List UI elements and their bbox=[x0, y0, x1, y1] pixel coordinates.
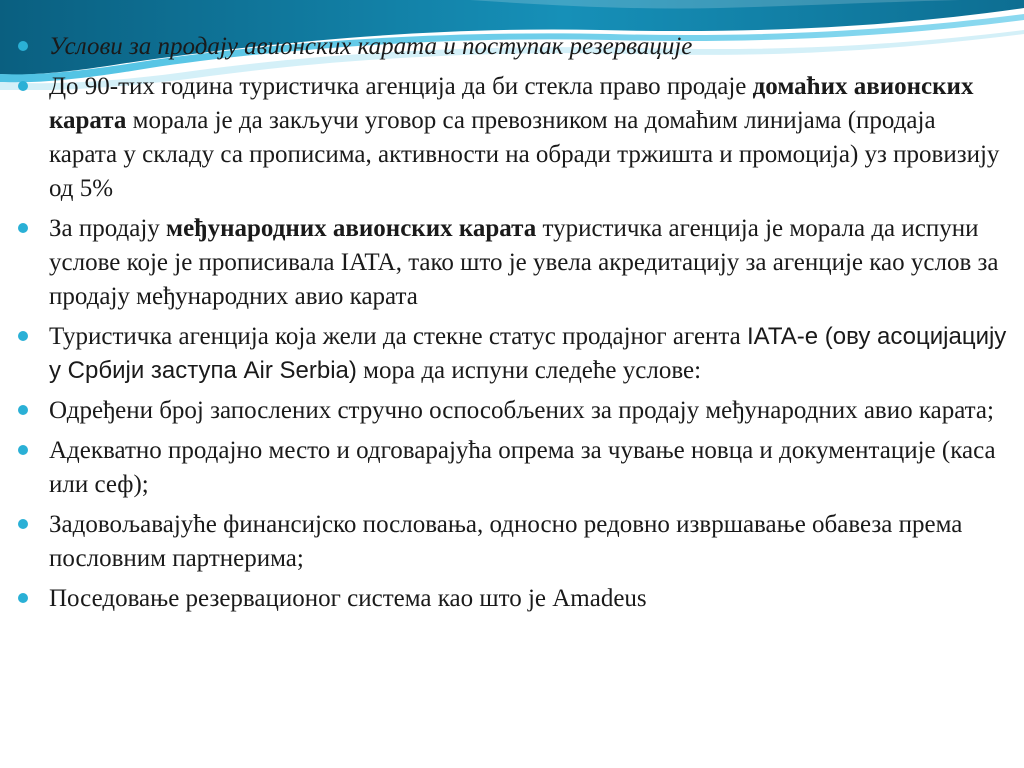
bullet-item-title bbox=[18, 30, 1008, 64]
bullet-dot-icon bbox=[18, 445, 28, 455]
bullet-dot-icon bbox=[18, 593, 28, 603]
bullet-item-domestic bbox=[18, 70, 1008, 206]
bullet-text: Задовољавајуће финансијско пословања, односно редовно извршавање обавеза према пословним партнерима; bbox=[49, 511, 963, 572]
bullet-text: Одређени број запослених стручно оспособљених за продају међународних авио карата; bbox=[49, 397, 994, 424]
bullet-text-post: морала је да закључи уговор са превозником на домаћим линијама (продаја карата у складу са прописима, активности на обради тржишта и промоција) уз провизију од 5% bbox=[49, 107, 1000, 202]
bullet-text: Адекватно продајно место и одговарајућа опрема за чување новца и документације (каса или сеф); bbox=[49, 437, 996, 498]
bullet-text-bold: домаћих авионских карата bbox=[49, 73, 974, 134]
bullet-item-iata-agent bbox=[18, 320, 1008, 388]
bullet-text-pre: За продају bbox=[49, 215, 167, 242]
bullet-list bbox=[18, 30, 1008, 616]
bullet-dot-icon bbox=[18, 331, 28, 341]
bullet-item-international bbox=[18, 212, 1008, 314]
bullet-text-sans: IATA-е (ову асоцијацију у Србији заступа Air Serbia) bbox=[49, 323, 1007, 384]
slide-content bbox=[18, 30, 1008, 622]
bullet-dot-icon bbox=[18, 405, 28, 415]
bullet-item-reservation-system bbox=[18, 582, 1008, 616]
bullet-text-post: туристичка агенција је морала да испуни услове које је прописивала IATA, тако што је увела акредитацију за агенције као услов за продају међународних авио карата bbox=[49, 215, 999, 310]
bullet-dot-icon bbox=[18, 81, 28, 91]
bullet-text-bold: међународних авионских карата bbox=[166, 215, 537, 242]
bullet-item-staff bbox=[18, 394, 1008, 428]
bullet-dot-icon bbox=[18, 519, 28, 529]
bullet-text-pre: Туристичка агенција која жели да стекне статус продајног агента bbox=[49, 323, 747, 350]
bullet-dot-icon bbox=[18, 223, 28, 233]
bullet-text: Поседовање резервационог система као што је Amadeus bbox=[49, 585, 647, 612]
bullet-text: Услови за продају авионских карата и поступак резервације bbox=[49, 33, 693, 60]
bullet-dot-icon bbox=[18, 41, 28, 51]
bullet-text-pre: До 90-тих година туристичка агенција да би стекла право продаје bbox=[49, 73, 753, 100]
bullet-item-finance bbox=[18, 508, 1008, 576]
bullet-text-post: мора да испуни следеће услове: bbox=[356, 357, 702, 384]
bullet-item-premises bbox=[18, 434, 1008, 502]
